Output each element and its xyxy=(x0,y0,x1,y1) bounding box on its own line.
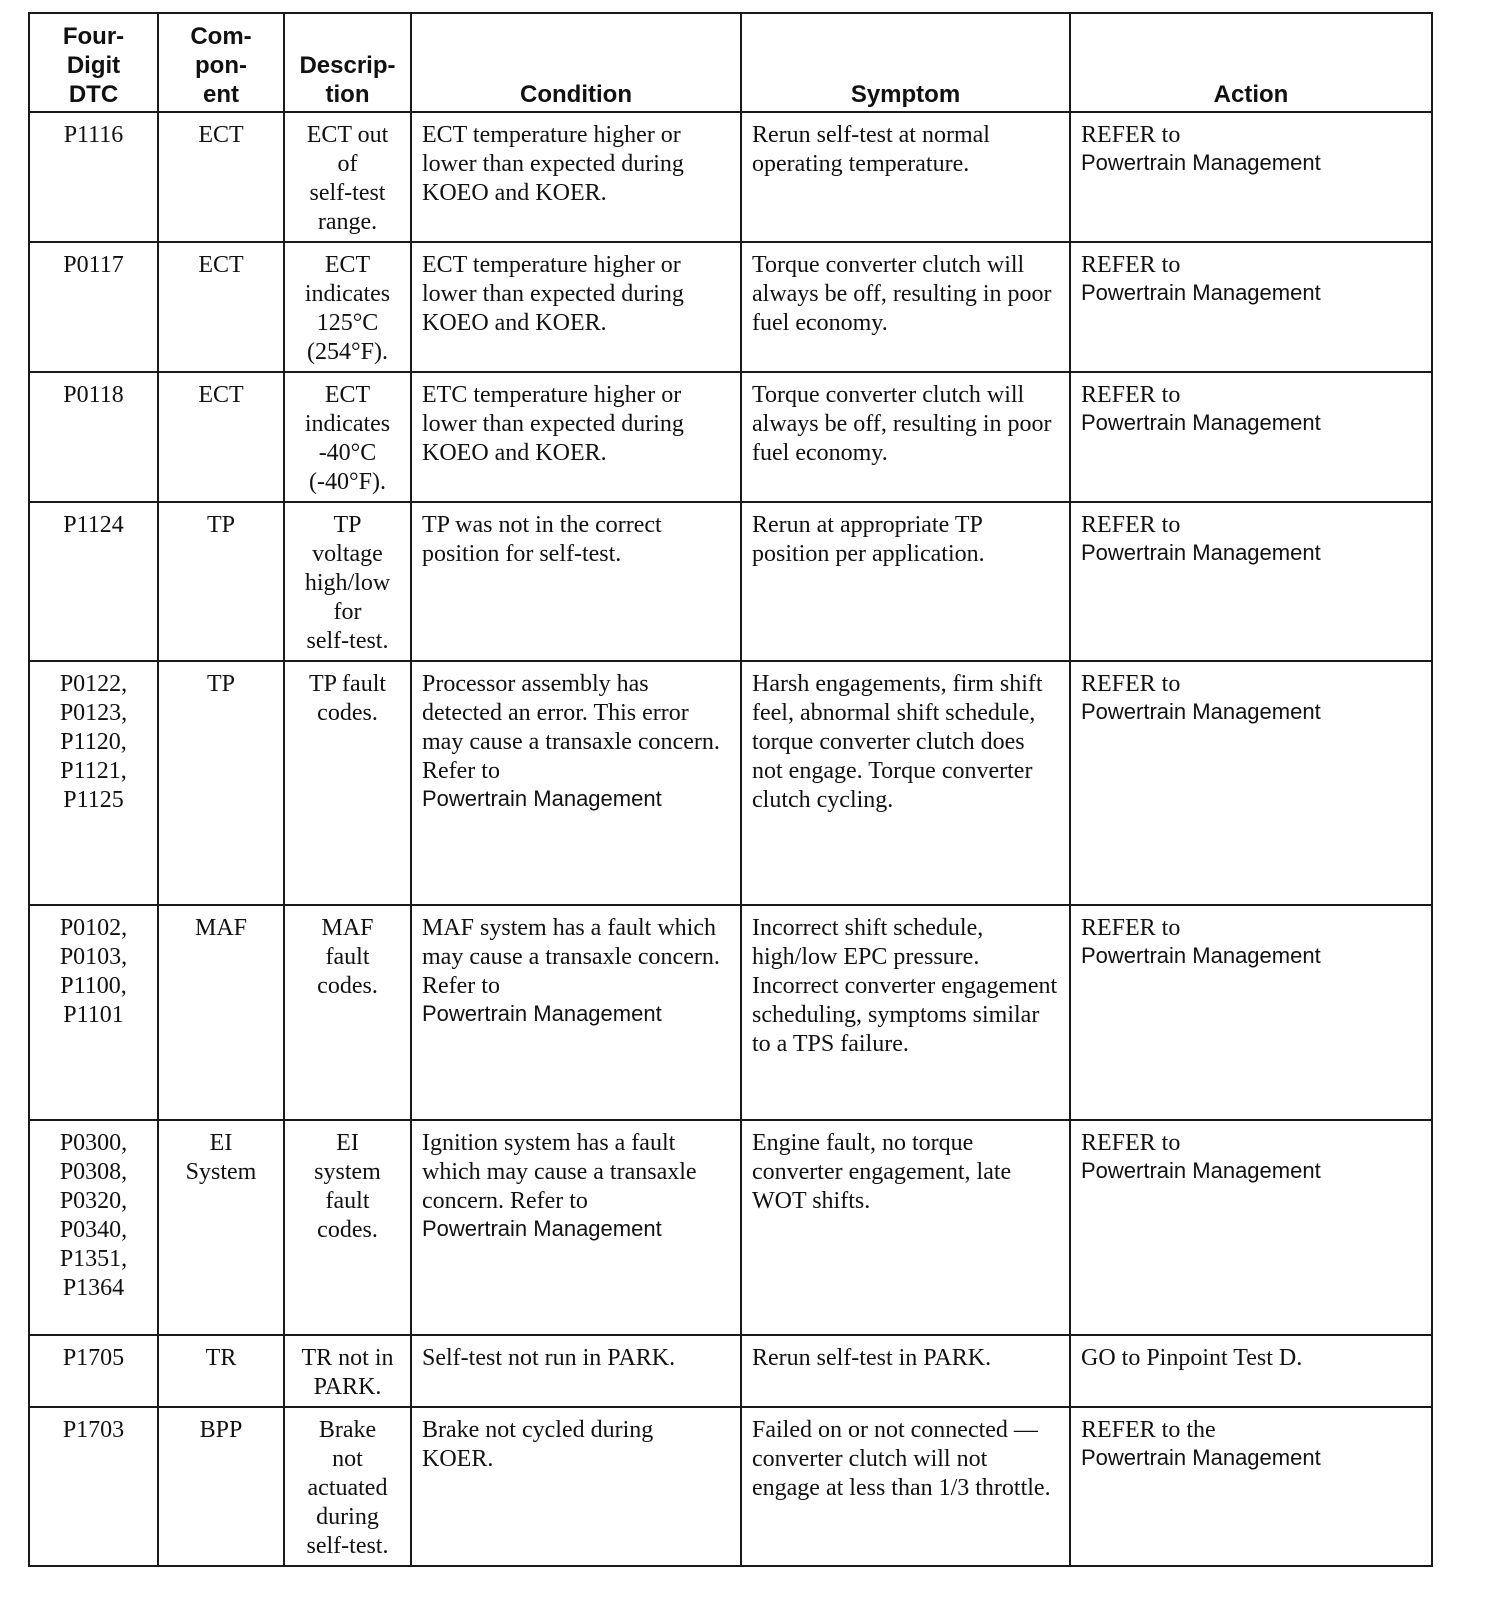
dtc-cell xyxy=(29,661,158,905)
condition-cell-text: MAF system has a fault which may cause a transaxle concern. Refer to xyxy=(422,915,720,999)
action-cell-text: REFER to xyxy=(1081,512,1181,538)
action-cell xyxy=(1070,1407,1432,1566)
description-cell-text: MAF fault codes. xyxy=(317,915,378,999)
condition-cell-text: TP was not in the correct position for self-test. xyxy=(422,512,662,567)
symptom-cell-text: Rerun self-test at normal operating temperature. xyxy=(752,122,990,177)
symptom-cell-text: Rerun at appropriate TP position per application. xyxy=(752,512,985,567)
header-dtc: Four- Digit DTC xyxy=(29,13,158,112)
description-cell xyxy=(284,242,411,372)
dtc-cell xyxy=(29,502,158,661)
manual-reference: Powertrain Management xyxy=(1081,943,1321,968)
component-cell xyxy=(158,372,284,502)
condition-cell-text: Self-test not run in PARK. xyxy=(422,1345,676,1371)
dtc-cell-text: P0118 xyxy=(63,382,124,408)
component-cell xyxy=(158,1120,284,1335)
table-row xyxy=(29,905,1432,1120)
description-cell xyxy=(284,372,411,502)
symptom-cell-text: Incorrect shift schedule, high/low EPC pressure. Incorrect converter engagement scheduling, symptoms similar to a TPS failure. xyxy=(752,915,1058,1057)
action-cell-text: REFER to xyxy=(1081,122,1181,148)
action-cell xyxy=(1070,242,1432,372)
action-cell-text: REFER to xyxy=(1081,671,1181,697)
condition-cell-text: Brake not cycled during KOER. xyxy=(422,1417,654,1472)
condition-cell-text: Ignition system has a fault which may cause a transaxle concern. Refer to xyxy=(422,1130,697,1214)
header-action: Action xyxy=(1070,13,1432,112)
action-cell-text: REFER to xyxy=(1081,915,1181,941)
dtc-cell xyxy=(29,905,158,1120)
manual-reference: Powertrain Management xyxy=(422,1001,662,1026)
description-cell-text: TP voltage high/low for self-test. xyxy=(304,512,391,654)
dtc-table xyxy=(28,12,1433,1567)
manual-reference: Powertrain Management xyxy=(1081,410,1321,435)
table-row xyxy=(29,112,1432,242)
component-cell xyxy=(158,905,284,1120)
manual-reference: Powertrain Management xyxy=(1081,1158,1321,1183)
condition-cell-text: ETC temperature higher or lower than expected during KOEO and KOER. xyxy=(422,382,684,466)
manual-reference: Powertrain Management xyxy=(1081,1445,1321,1470)
symptom-cell-text: Failed on or not connected — converter clutch will not engage at less than 1/3 throttle. xyxy=(752,1417,1051,1501)
description-cell xyxy=(284,661,411,905)
component-cell xyxy=(158,502,284,661)
component-cell-text: EI System xyxy=(185,1130,257,1185)
action-cell-text: GO to Pinpoint Test D. xyxy=(1081,1345,1303,1371)
dtc-cell-text: P1703 xyxy=(62,1417,125,1443)
component-cell xyxy=(158,661,284,905)
symptom-cell-text: Rerun self-test in PARK. xyxy=(752,1345,992,1371)
dtc-cell-text: P0122, P0123, P1120, P1121, P1125 xyxy=(59,671,128,813)
action-cell xyxy=(1070,661,1432,905)
description-cell-text: ECT indicates 125°C (254°F). xyxy=(304,252,391,365)
action-cell xyxy=(1070,112,1432,242)
dtc-cell-text: P1705 xyxy=(62,1345,125,1371)
component-cell-text: TR xyxy=(205,1345,237,1371)
condition-cell xyxy=(411,1335,741,1407)
component-cell xyxy=(158,1407,284,1566)
action-cell xyxy=(1070,502,1432,661)
table-row xyxy=(29,1120,1432,1335)
condition-cell-text: Processor assembly has detected an error. This error may cause a transaxle concern. Refer to xyxy=(422,671,720,784)
component-cell-text: ECT xyxy=(198,252,244,278)
dtc-cell-text: P0102, P0103, P1100, P1101 xyxy=(59,915,128,1028)
condition-cell xyxy=(411,372,741,502)
manual-reference: Powertrain Management xyxy=(422,1216,662,1241)
component-cell xyxy=(158,242,284,372)
action-cell xyxy=(1070,905,1432,1120)
description-cell xyxy=(284,1120,411,1335)
dtc-cell xyxy=(29,1407,158,1566)
dtc-cell-text: P1124 xyxy=(63,512,124,538)
action-cell xyxy=(1070,372,1432,502)
table-row xyxy=(29,1407,1432,1566)
header-symptom: Symptom xyxy=(741,13,1070,112)
condition-cell xyxy=(411,502,741,661)
dtc-cell-text: P0117 xyxy=(63,252,124,278)
dtc-cell xyxy=(29,1120,158,1335)
header-condition: Condition xyxy=(411,13,741,112)
description-cell xyxy=(284,1335,411,1407)
description-cell-text: Brake not actuated during self-test. xyxy=(306,1417,389,1559)
table-row xyxy=(29,1335,1432,1407)
component-cell-text: TP xyxy=(206,671,235,697)
action-cell-text: REFER to xyxy=(1081,1130,1181,1156)
symptom-cell xyxy=(741,242,1070,372)
condition-cell-text: ECT temperature higher or lower than expected during KOEO and KOER. xyxy=(422,252,684,336)
component-cell xyxy=(158,1335,284,1407)
dtc-cell-text: P0300, P0308, P0320, P0340, P1351, P1364 xyxy=(59,1130,128,1301)
manual-reference: Powertrain Management xyxy=(422,786,662,811)
symptom-cell xyxy=(741,1407,1070,1566)
action-cell-text: REFER to the xyxy=(1081,1417,1216,1443)
symptom-cell xyxy=(741,661,1070,905)
description-cell-text: TR not in PARK. xyxy=(301,1345,394,1400)
table-row xyxy=(29,242,1432,372)
condition-cell xyxy=(411,1407,741,1566)
description-cell-text: TP fault codes. xyxy=(308,671,387,726)
symptom-cell xyxy=(741,372,1070,502)
description-cell-text: ECT indicates -40°C (-40°F). xyxy=(304,382,391,495)
action-cell-text: REFER to xyxy=(1081,382,1181,408)
manual-reference: Powertrain Management xyxy=(1081,699,1321,724)
dtc-cell xyxy=(29,112,158,242)
symptom-cell xyxy=(741,1120,1070,1335)
symptom-cell-text: Engine fault, no torque converter engagement, late WOT shifts. xyxy=(752,1130,1012,1214)
component-cell-text: BPP xyxy=(199,1417,243,1443)
dtc-cell xyxy=(29,242,158,372)
action-cell xyxy=(1070,1120,1432,1335)
dtc-cell-text: P1116 xyxy=(63,122,124,148)
symptom-cell xyxy=(741,905,1070,1120)
table-row xyxy=(29,661,1432,905)
symptom-cell xyxy=(741,502,1070,661)
header-row xyxy=(29,13,1432,112)
component-cell-text: MAF xyxy=(194,915,248,941)
action-cell xyxy=(1070,1335,1432,1407)
dtc-cell xyxy=(29,372,158,502)
symptom-cell-text: Harsh engagements, firm shift feel, abnormal shift schedule, torque converter clutch does not engage. Torque converter clutch cycling. xyxy=(752,671,1043,813)
symptom-cell-text: Torque converter clutch will always be off, resulting in poor fuel economy. xyxy=(752,252,1052,336)
manual-reference: Powertrain Management xyxy=(1081,540,1321,565)
manual-reference: Powertrain Management xyxy=(1081,280,1321,305)
manual-reference: Powertrain Management xyxy=(1081,150,1321,175)
table-row xyxy=(29,372,1432,502)
condition-cell xyxy=(411,1120,741,1335)
description-cell-text: EI system fault codes. xyxy=(314,1130,381,1243)
symptom-cell-text: Torque converter clutch will always be off, resulting in poor fuel economy. xyxy=(752,382,1052,466)
description-cell xyxy=(284,502,411,661)
component-cell-text: TP xyxy=(206,512,235,538)
component-cell-text: ECT xyxy=(198,122,244,148)
condition-cell xyxy=(411,112,741,242)
description-cell xyxy=(284,1407,411,1566)
description-cell xyxy=(284,905,411,1120)
condition-cell xyxy=(411,242,741,372)
condition-cell xyxy=(411,905,741,1120)
dtc-cell xyxy=(29,1335,158,1407)
condition-cell-text: ECT temperature higher or lower than expected during KOEO and KOER. xyxy=(422,122,684,206)
symptom-cell xyxy=(741,1335,1070,1407)
action-cell-text: REFER to xyxy=(1081,252,1181,278)
component-cell-text: ECT xyxy=(198,382,244,408)
header-description: Descrip- tion xyxy=(284,13,411,112)
component-cell xyxy=(158,112,284,242)
header-component: Com- pon- ent xyxy=(158,13,284,112)
symptom-cell xyxy=(741,112,1070,242)
description-cell xyxy=(284,112,411,242)
condition-cell xyxy=(411,661,741,905)
description-cell-text: ECT out of self-test range. xyxy=(306,122,389,235)
table-row xyxy=(29,502,1432,661)
